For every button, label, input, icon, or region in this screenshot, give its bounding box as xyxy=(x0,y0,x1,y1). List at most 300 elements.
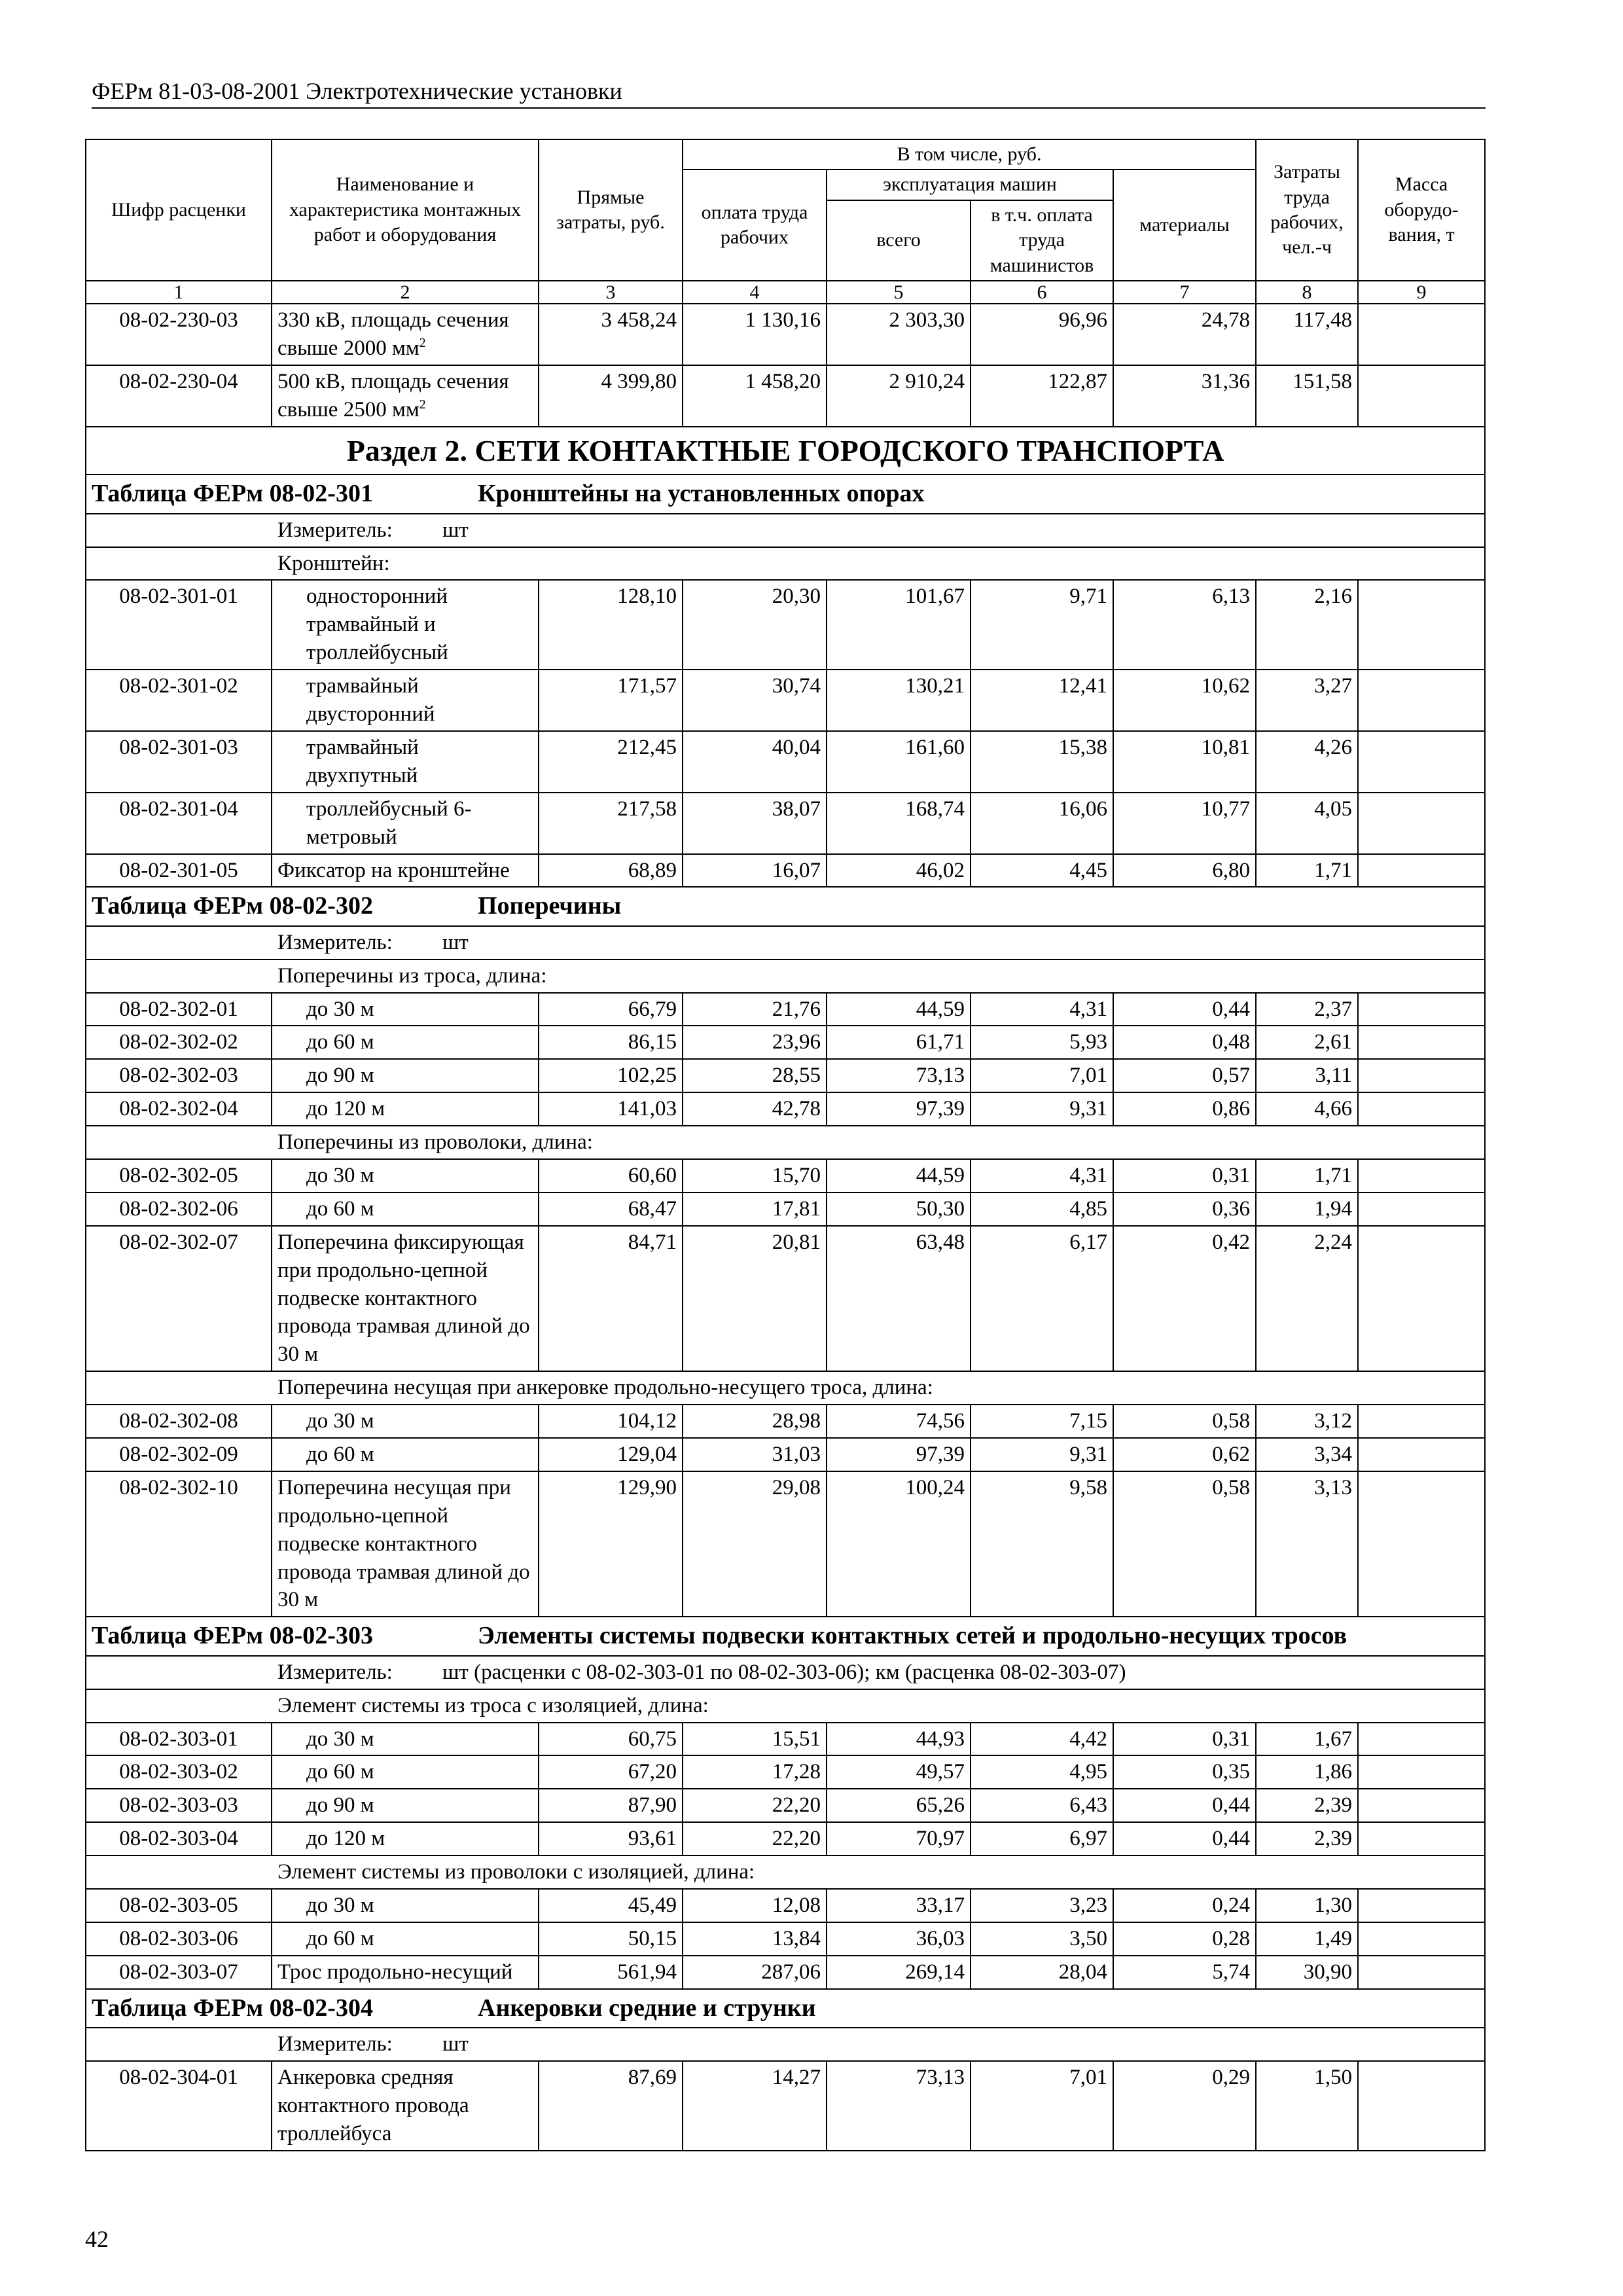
direct-cost: 45,49 xyxy=(539,1889,683,1922)
work-name-text: Анкеровка средняя контактного провода троллейбуса xyxy=(277,2065,469,2145)
labor-hours: 1,30 xyxy=(1256,1889,1358,1922)
machines-total: 97,39 xyxy=(827,1438,971,1471)
work-name-text: до 30 м xyxy=(306,1164,374,1188)
table-row xyxy=(86,1405,1485,1438)
machines-total: 44,59 xyxy=(827,1159,971,1193)
work-name-text: односторонний трамвайный и троллейбусный xyxy=(306,584,448,665)
table-row xyxy=(86,1889,1485,1922)
labor-pay: 20,81 xyxy=(683,1226,827,1371)
equipment-mass xyxy=(1358,1159,1485,1193)
table-row xyxy=(86,365,1485,427)
table-title-cell xyxy=(86,1989,1485,2028)
direct-cost: 87,90 xyxy=(539,1789,683,1822)
table-row xyxy=(86,1755,1485,1789)
table-code: Таблица ФЕРм 08-02-302 xyxy=(92,892,373,920)
equipment-mass xyxy=(1358,1755,1485,1789)
work-name xyxy=(272,2061,539,2151)
labor-pay: 20,30 xyxy=(683,580,827,670)
table-row xyxy=(86,1922,1485,1956)
work-name-text: Поперечина фиксирующая при продольно-цепной подвеске контактного провода трамвая длиной до 30 м xyxy=(277,1230,530,1367)
group-heading xyxy=(86,1856,1485,1889)
machinists-pay: 5,93 xyxy=(971,1026,1113,1059)
rates-table xyxy=(85,139,1486,2151)
group-heading-cell: Кронштейн: xyxy=(86,547,1485,581)
machines-total: 63,48 xyxy=(827,1226,971,1371)
table-row xyxy=(86,731,1485,793)
equipment-mass xyxy=(1358,2061,1485,2151)
table-row xyxy=(86,1026,1485,1059)
equipment-mass xyxy=(1358,1059,1485,1092)
machinists-pay: 4,45 xyxy=(971,854,1113,888)
direct-cost: 3 458,24 xyxy=(539,304,683,365)
equipment-mass xyxy=(1358,1922,1485,1956)
machines-total: 168,74 xyxy=(827,793,971,854)
work-name xyxy=(272,1789,539,1822)
work-name-text: до 60 м xyxy=(306,1760,374,1784)
machinists-pay: 9,58 xyxy=(971,1471,1113,1617)
rate-code: 08-02-302-03 xyxy=(86,1059,272,1092)
work-name-text: 500 кВ, площадь сечения свыше 2500 мм xyxy=(277,369,509,422)
labor-pay: 40,04 xyxy=(683,731,827,793)
group-heading-cell: Поперечина несущая при анкеровке продольно-несущего троса, длина: xyxy=(86,1371,1485,1405)
direct-cost: 67,20 xyxy=(539,1755,683,1789)
materials: 0,28 xyxy=(1113,1922,1256,1956)
table-title xyxy=(86,887,1485,925)
work-name xyxy=(272,1922,539,1956)
labor-pay: 28,55 xyxy=(683,1059,827,1092)
labor-pay: 29,08 xyxy=(683,1471,827,1617)
direct-cost: 217,58 xyxy=(539,793,683,854)
labor-hours: 1,50 xyxy=(1256,2061,1358,2151)
rate-code: 08-02-302-04 xyxy=(86,1092,272,1126)
machinists-pay: 4,31 xyxy=(971,993,1113,1026)
rate-code: 08-02-303-03 xyxy=(86,1789,272,1822)
col-incl-header: В том числе, руб. xyxy=(683,139,1256,170)
group-heading xyxy=(86,1689,1485,1723)
equipment-mass xyxy=(1358,1822,1485,1856)
labor-hours: 117,48 xyxy=(1256,304,1358,365)
table-name: Анкеровки средние и струнки xyxy=(478,1994,816,2022)
work-name xyxy=(272,1026,539,1059)
labor-hours: 2,61 xyxy=(1256,1026,1358,1059)
labor-hours: 4,26 xyxy=(1256,731,1358,793)
equipment-mass xyxy=(1358,580,1485,670)
materials: 0,57 xyxy=(1113,1059,1256,1092)
work-name xyxy=(272,1226,539,1371)
labor-pay: 38,07 xyxy=(683,793,827,854)
machines-total: 44,59 xyxy=(827,993,971,1026)
col-code-header: Шифр расценки xyxy=(86,139,272,281)
table-row xyxy=(86,1723,1485,1756)
work-name-text: Трос продольно-несущий xyxy=(277,1960,513,1984)
rate-code: 08-02-303-06 xyxy=(86,1922,272,1956)
work-name xyxy=(272,1405,539,1438)
column-number: 6 xyxy=(971,281,1113,304)
table-row xyxy=(86,1059,1485,1092)
materials: 31,36 xyxy=(1113,365,1256,427)
table-row xyxy=(86,1789,1485,1822)
work-name-text: до 60 м xyxy=(306,1443,374,1467)
equipment-mass xyxy=(1358,854,1485,888)
rate-code: 08-02-301-03 xyxy=(86,731,272,793)
group-heading-cell: Поперечины из проволоки, длина: xyxy=(86,1126,1485,1159)
rate-code: 08-02-302-09 xyxy=(86,1438,272,1471)
labor-hours: 1,67 xyxy=(1256,1723,1358,1756)
equipment-mass xyxy=(1358,670,1485,731)
labor-pay: 23,96 xyxy=(683,1026,827,1059)
column-number: 2 xyxy=(272,281,539,304)
rate-code: 08-02-303-05 xyxy=(86,1889,272,1922)
col-machines-header: эксплуатация машин xyxy=(827,170,1113,200)
materials: 0,29 xyxy=(1113,2061,1256,2151)
materials: 0,36 xyxy=(1113,1193,1256,1226)
meter-row xyxy=(86,1656,1485,1689)
rate-code: 08-02-303-04 xyxy=(86,1822,272,1856)
direct-cost: 66,79 xyxy=(539,993,683,1026)
materials: 10,77 xyxy=(1113,793,1256,854)
meter-label: Измеритель: xyxy=(277,518,393,542)
group-heading-cell: Поперечины из троса, длина: xyxy=(86,960,1485,993)
machinists-pay: 3,23 xyxy=(971,1889,1113,1922)
machinists-pay: 7,01 xyxy=(971,2061,1113,2151)
meter-row-cell xyxy=(86,926,1485,960)
table-row xyxy=(86,993,1485,1026)
table-title xyxy=(86,1989,1485,2028)
machines-total: 73,13 xyxy=(827,2061,971,2151)
labor-pay: 22,20 xyxy=(683,1822,827,1856)
equipment-mass xyxy=(1358,1226,1485,1371)
machinists-pay: 122,87 xyxy=(971,365,1113,427)
work-name xyxy=(272,1438,539,1471)
table-row xyxy=(86,304,1485,365)
direct-cost: 4 399,80 xyxy=(539,365,683,427)
table-row xyxy=(86,1471,1485,1617)
work-name-text: до 30 м xyxy=(306,1893,374,1917)
column-number: 3 xyxy=(539,281,683,304)
machines-total: 161,60 xyxy=(827,731,971,793)
labor-hours: 2,39 xyxy=(1256,1789,1358,1822)
machines-total: 50,30 xyxy=(827,1193,971,1226)
unit-exponent: 2 xyxy=(419,335,426,350)
machines-total: 36,03 xyxy=(827,1922,971,1956)
rate-code: 08-02-230-04 xyxy=(86,365,272,427)
materials: 0,58 xyxy=(1113,1471,1256,1617)
equipment-mass xyxy=(1358,1471,1485,1617)
machines-total: 65,26 xyxy=(827,1789,971,1822)
machines-total: 61,71 xyxy=(827,1026,971,1059)
work-name-text: трамвайный двусторонний xyxy=(306,674,435,726)
machinists-pay: 6,17 xyxy=(971,1226,1113,1371)
machinists-pay: 12,41 xyxy=(971,670,1113,731)
labor-hours: 4,66 xyxy=(1256,1092,1358,1126)
direct-cost: 84,71 xyxy=(539,1226,683,1371)
table-header xyxy=(86,139,1485,304)
work-name-text: до 120 м xyxy=(306,1097,385,1121)
rate-code: 08-02-301-01 xyxy=(86,580,272,670)
work-name-text: Поперечина несущая при продольно-цепной подвеске контактного провода трамвая длиной до 30 м xyxy=(277,1475,530,1612)
machines-total: 100,24 xyxy=(827,1471,971,1617)
labor-hours: 3,11 xyxy=(1256,1059,1358,1092)
direct-cost: 50,15 xyxy=(539,1922,683,1956)
col-materials-header: материалы xyxy=(1113,170,1256,281)
labor-hours: 30,90 xyxy=(1256,1956,1358,1989)
direct-cost: 68,89 xyxy=(539,854,683,888)
direct-cost: 561,94 xyxy=(539,1956,683,1989)
labor-hours: 4,05 xyxy=(1256,793,1358,854)
work-name xyxy=(272,1193,539,1226)
machinists-pay: 9,31 xyxy=(971,1438,1113,1471)
materials: 0,44 xyxy=(1113,1822,1256,1856)
materials: 6,80 xyxy=(1113,854,1256,888)
labor-pay: 1 130,16 xyxy=(683,304,827,365)
column-numbers-row xyxy=(86,281,1485,304)
work-name xyxy=(272,793,539,854)
labor-hours: 151,58 xyxy=(1256,365,1358,427)
col-labor-pay-header: оплата труда рабочих xyxy=(683,170,827,281)
table-row xyxy=(86,793,1485,854)
machinists-pay: 4,31 xyxy=(971,1159,1113,1193)
table-row xyxy=(86,1956,1485,1989)
work-name-text: 330 кВ, площадь сечения свыше 2000 мм xyxy=(277,308,509,360)
equipment-mass xyxy=(1358,731,1485,793)
labor-hours: 1,86 xyxy=(1256,1755,1358,1789)
meter-label: Измеритель: xyxy=(277,2032,393,2056)
page-number: 42 xyxy=(85,2226,109,2252)
equipment-mass xyxy=(1358,793,1485,854)
work-name xyxy=(272,1889,539,1922)
meter-row xyxy=(86,514,1485,547)
group-heading-cell: Элемент системы из троса с изоляцией, длина: xyxy=(86,1689,1485,1723)
group-heading xyxy=(86,547,1485,581)
direct-cost: 60,75 xyxy=(539,1723,683,1756)
labor-hours: 2,37 xyxy=(1256,993,1358,1026)
table-title-cell xyxy=(86,475,1485,513)
work-name-text: до 30 м xyxy=(306,997,374,1021)
direct-cost: 102,25 xyxy=(539,1059,683,1092)
materials: 0,48 xyxy=(1113,1026,1256,1059)
table-body xyxy=(86,304,1485,2151)
machines-total: 44,93 xyxy=(827,1723,971,1756)
work-name-text: Фиксатор на кронштейне xyxy=(277,858,510,882)
work-name-text: троллейбусный 6-метровый xyxy=(306,797,472,849)
meter-label: Измеритель: xyxy=(277,930,393,954)
work-name xyxy=(272,854,539,888)
labor-pay: 13,84 xyxy=(683,1922,827,1956)
work-name xyxy=(272,670,539,731)
labor-pay: 22,20 xyxy=(683,1789,827,1822)
rate-code: 08-02-302-08 xyxy=(86,1405,272,1438)
equipment-mass xyxy=(1358,304,1485,365)
direct-cost: 104,12 xyxy=(539,1405,683,1438)
labor-pay: 16,07 xyxy=(683,854,827,888)
machinists-pay: 4,95 xyxy=(971,1755,1113,1789)
table-row xyxy=(86,1438,1485,1471)
materials: 24,78 xyxy=(1113,304,1256,365)
work-name xyxy=(272,580,539,670)
labor-pay: 17,28 xyxy=(683,1755,827,1789)
table-title-cell xyxy=(86,887,1485,925)
table-row xyxy=(86,2061,1485,2151)
machinists-pay: 3,50 xyxy=(971,1922,1113,1956)
work-name xyxy=(272,1956,539,1989)
machinists-pay: 6,97 xyxy=(971,1822,1113,1856)
labor-hours: 1,71 xyxy=(1256,854,1358,888)
work-name xyxy=(272,1822,539,1856)
machines-total: 97,39 xyxy=(827,1092,971,1126)
rate-code: 08-02-303-02 xyxy=(86,1755,272,1789)
labor-pay: 15,70 xyxy=(683,1159,827,1193)
table-code: Таблица ФЕРм 08-02-304 xyxy=(92,1994,373,2022)
meter-label: Измеритель: xyxy=(277,1660,393,1684)
materials: 0,31 xyxy=(1113,1159,1256,1193)
table-row xyxy=(86,1193,1485,1226)
meter-value: шт xyxy=(442,930,469,954)
work-name xyxy=(272,1159,539,1193)
direct-cost: 87,69 xyxy=(539,2061,683,2151)
table-code: Таблица ФЕРм 08-02-301 xyxy=(92,480,373,508)
meter-row-cell xyxy=(86,1656,1485,1689)
machines-total: 73,13 xyxy=(827,1059,971,1092)
machines-total: 130,21 xyxy=(827,670,971,731)
meter-value: шт xyxy=(442,2032,469,2056)
work-name-text: до 30 м xyxy=(306,1409,374,1433)
meter-value: шт xyxy=(442,518,469,542)
direct-cost: 60,60 xyxy=(539,1159,683,1193)
labor-hours: 1,71 xyxy=(1256,1159,1358,1193)
labor-pay: 42,78 xyxy=(683,1092,827,1126)
labor-pay: 21,76 xyxy=(683,993,827,1026)
work-name-text: до 60 м xyxy=(306,1030,374,1054)
work-name xyxy=(272,365,539,427)
work-name-text: до 60 м xyxy=(306,1196,374,1221)
table-row xyxy=(86,670,1485,731)
machinists-pay: 6,43 xyxy=(971,1789,1113,1822)
machinists-pay: 96,96 xyxy=(971,304,1113,365)
table-row xyxy=(86,1159,1485,1193)
machines-total: 70,97 xyxy=(827,1822,971,1856)
work-name-text: до 60 м xyxy=(306,1926,374,1950)
rate-code: 08-02-301-04 xyxy=(86,793,272,854)
work-name-text: трамвайный двухпутный xyxy=(306,735,419,787)
direct-cost: 68,47 xyxy=(539,1193,683,1226)
materials: 0,44 xyxy=(1113,993,1256,1026)
page-header: ФЕРм 81-03-08-2001 Электротехнические установки xyxy=(92,77,1486,109)
column-number: 9 xyxy=(1358,281,1485,304)
materials: 0,35 xyxy=(1113,1755,1256,1789)
labor-hours: 3,34 xyxy=(1256,1438,1358,1471)
work-name xyxy=(272,1755,539,1789)
col-machinists-pay-header: в т.ч. оплата труда машинистов xyxy=(971,200,1113,281)
rate-code: 08-02-302-10 xyxy=(86,1471,272,1617)
materials: 0,42 xyxy=(1113,1226,1256,1371)
machines-total: 269,14 xyxy=(827,1956,971,1989)
col-name-header: Наименование и характеристика монтажных работ и оборудования xyxy=(272,139,539,281)
rate-code: 08-02-230-03 xyxy=(86,304,272,365)
rate-code: 08-02-302-06 xyxy=(86,1193,272,1226)
direct-cost: 171,57 xyxy=(539,670,683,731)
machinists-pay: 9,31 xyxy=(971,1092,1113,1126)
work-name xyxy=(272,993,539,1026)
direct-cost: 86,15 xyxy=(539,1026,683,1059)
equipment-mass xyxy=(1358,1026,1485,1059)
direct-cost: 129,90 xyxy=(539,1471,683,1617)
labor-pay: 17,81 xyxy=(683,1193,827,1226)
equipment-mass xyxy=(1358,993,1485,1026)
meter-row xyxy=(86,2028,1485,2061)
materials: 0,44 xyxy=(1113,1789,1256,1822)
labor-pay: 14,27 xyxy=(683,2061,827,2151)
column-number: 7 xyxy=(1113,281,1256,304)
labor-pay: 28,98 xyxy=(683,1405,827,1438)
equipment-mass xyxy=(1358,1405,1485,1438)
machines-total: 33,17 xyxy=(827,1889,971,1922)
materials: 10,81 xyxy=(1113,731,1256,793)
machines-total: 74,56 xyxy=(827,1405,971,1438)
labor-hours: 3,13 xyxy=(1256,1471,1358,1617)
machines-total: 2 910,24 xyxy=(827,365,971,427)
equipment-mass xyxy=(1358,1438,1485,1471)
machinists-pay: 4,85 xyxy=(971,1193,1113,1226)
labor-hours: 3,12 xyxy=(1256,1405,1358,1438)
equipment-mass xyxy=(1358,1723,1485,1756)
materials: 0,58 xyxy=(1113,1405,1256,1438)
materials: 10,62 xyxy=(1113,670,1256,731)
col-labor-hours-header: Затраты труда рабочих, чел.-ч xyxy=(1256,139,1358,281)
machinists-pay: 7,15 xyxy=(971,1405,1113,1438)
materials: 0,86 xyxy=(1113,1092,1256,1126)
table-title-cell xyxy=(86,1617,1485,1655)
meter-row-cell xyxy=(86,514,1485,547)
table-title xyxy=(86,475,1485,513)
machinists-pay: 28,04 xyxy=(971,1956,1113,1989)
direct-cost: 212,45 xyxy=(539,731,683,793)
machinists-pay: 7,01 xyxy=(971,1059,1113,1092)
rate-code: 08-02-302-05 xyxy=(86,1159,272,1193)
column-number: 8 xyxy=(1256,281,1358,304)
table-row xyxy=(86,580,1485,670)
work-name xyxy=(272,304,539,365)
equipment-mass xyxy=(1358,1956,1485,1989)
col-machines-total-header: всего xyxy=(827,200,971,281)
materials: 0,31 xyxy=(1113,1723,1256,1756)
work-name xyxy=(272,1092,539,1126)
work-name-text: до 90 м xyxy=(306,1064,374,1088)
labor-pay: 30,74 xyxy=(683,670,827,731)
group-heading xyxy=(86,1371,1485,1405)
machinists-pay: 9,71 xyxy=(971,580,1113,670)
rate-code: 08-02-302-02 xyxy=(86,1026,272,1059)
group-heading-cell: Элемент системы из проволоки с изоляцией, длина: xyxy=(86,1856,1485,1889)
machines-total: 49,57 xyxy=(827,1755,971,1789)
materials: 0,62 xyxy=(1113,1438,1256,1471)
work-name-text: до 30 м xyxy=(306,1727,374,1751)
work-name-text: до 120 м xyxy=(306,1827,385,1851)
direct-cost: 93,61 xyxy=(539,1822,683,1856)
direct-cost: 141,03 xyxy=(539,1092,683,1126)
labor-hours: 1,49 xyxy=(1256,1922,1358,1956)
col-mass-header: Масса оборудо-вания, т xyxy=(1358,139,1485,281)
equipment-mass xyxy=(1358,1092,1485,1126)
labor-pay: 1 458,20 xyxy=(683,365,827,427)
equipment-mass xyxy=(1358,1193,1485,1226)
rate-code: 08-02-303-01 xyxy=(86,1723,272,1756)
unit-exponent: 2 xyxy=(419,397,426,412)
meter-value: шт (расценки с 08-02-303-01 по 08-02-303-06); км (расценка 08-02-303-07) xyxy=(442,1660,1126,1684)
labor-hours: 2,39 xyxy=(1256,1822,1358,1856)
table-row xyxy=(86,1226,1485,1371)
rate-code: 08-02-303-07 xyxy=(86,1956,272,1989)
direct-cost: 129,04 xyxy=(539,1438,683,1471)
